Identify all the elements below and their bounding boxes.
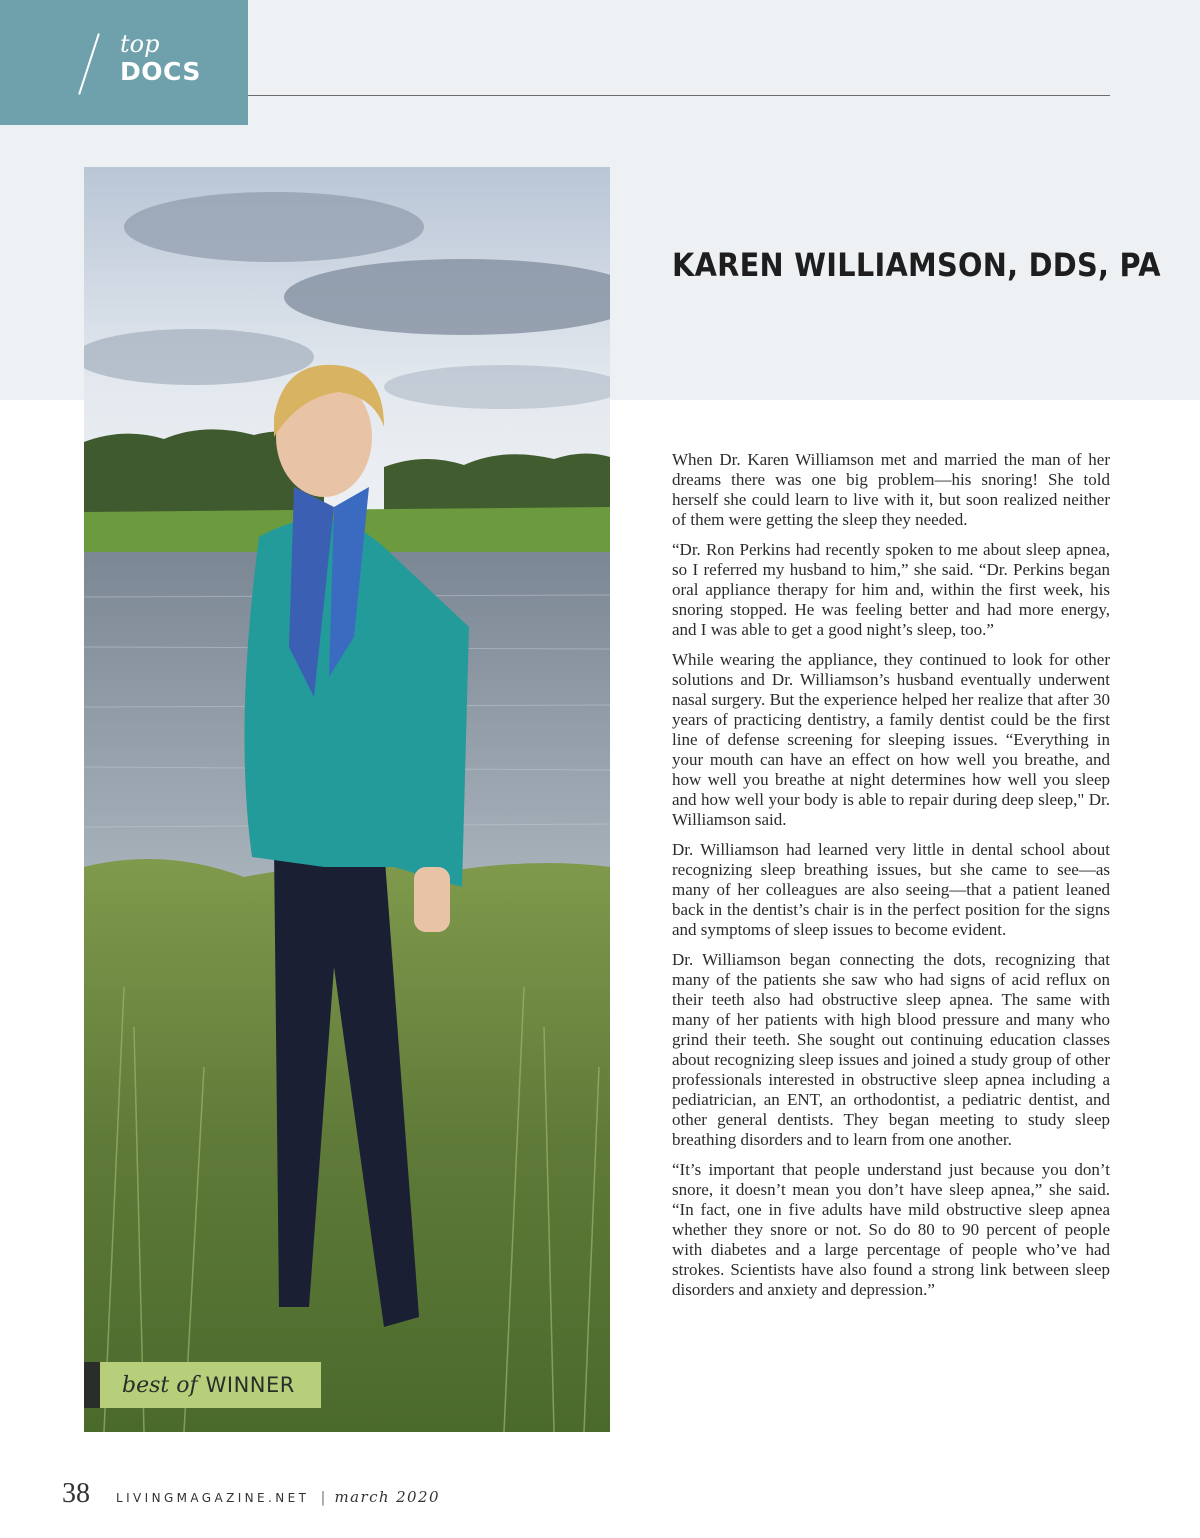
issue-date: march 2020 (334, 1488, 440, 1506)
paragraph: When Dr. Karen Williamson met and married the man of her dreams there was one big problem—his snoring! She told herself she could learn to live with it, but soon realized neither of them were getting the sleep they needed. (672, 450, 1110, 529)
slash-mark (78, 33, 100, 94)
page-number: 38 (62, 1478, 90, 1509)
badge-body (100, 1362, 321, 1408)
header-rule (248, 95, 1110, 96)
section-tab-top: top (120, 30, 160, 58)
badge-winner: WINNER (205, 1373, 295, 1397)
best-of-winner-badge (84, 1362, 321, 1408)
portrait-photo (84, 167, 610, 1432)
page-footer (62, 1478, 440, 1514)
paragraph: While wearing the appliance, they continued to look for other solutions and Dr. Williamson’s husband eventually underwent nasal surgery. But the experience helped her realize that after 30 years of practicing dentistry, a family dentist could be the first line of defense screening for sleeping issues. “Everything in your mouth can have an effect on how well you breathe, and how well you breathe at night determines how well you sleep and how well your body is able to repair during deep sleep," Dr. Williamson said. (672, 650, 1110, 829)
section-tab (0, 0, 248, 125)
paragraph: “It’s important that people understand just because you don’t snore, it doesn’t mean you don’t have sleep apnea,” she said. “In fact, one in five adults have mild obstructive sleep apnea whether they snore or not. So do 80 to 90 percent of people with diabetes and a large percentage of people who’ve had strokes. Scientists have also found a strong link between sleep disorders and anxiety and depression.” (672, 1160, 1110, 1299)
paragraph: Dr. Williamson began connecting the dots, recognizing that many of the patients she saw who had signs of acid reflux on their teeth also had obstructive sleep apnea. The same with many of her patients with high blood pressure and many who grind their teeth. She sought out continuing education classes about recognizing sleep issues and joined a study group of other professionals interested in obstructive sleep apnea including a pediatrician, an ENT, an orthodontist, a pediatric dentist, and other general dentists. They began meeting to study sleep breathing disorders and to learn from one another. (672, 950, 1110, 1149)
article-body (672, 450, 1110, 1310)
footer-separator: | (321, 1489, 325, 1506)
paragraph: Dr. Williamson had learned very little in dental school about recognizing sleep breathing issues, but she came to see—as many of her colleagues are also seeing—that a patient leaned back in the dentist’s chair is in the perfect position for the signs and symptoms of sleep issues to become evident. (672, 840, 1110, 939)
website-link[interactable]: LIVINGMAGAZINE.NET (116, 1491, 310, 1505)
badge-accent-bar (84, 1362, 100, 1408)
badge-best-of: best of (122, 1372, 198, 1398)
section-tab-docs: DOCS (120, 57, 201, 86)
article-title: KAREN WILLIAMSON, DDS, PA (672, 246, 1161, 284)
paragraph: “Dr. Ron Perkins had recently spoken to me about sleep apnea, so I referred my husband to him,” she said. “Dr. Perkins began oral appliance therapy for him and, within the first week, his snoring stopped. He was feeling better and had more energy, and I was able to get a good night’s sleep, too.” (672, 540, 1110, 639)
